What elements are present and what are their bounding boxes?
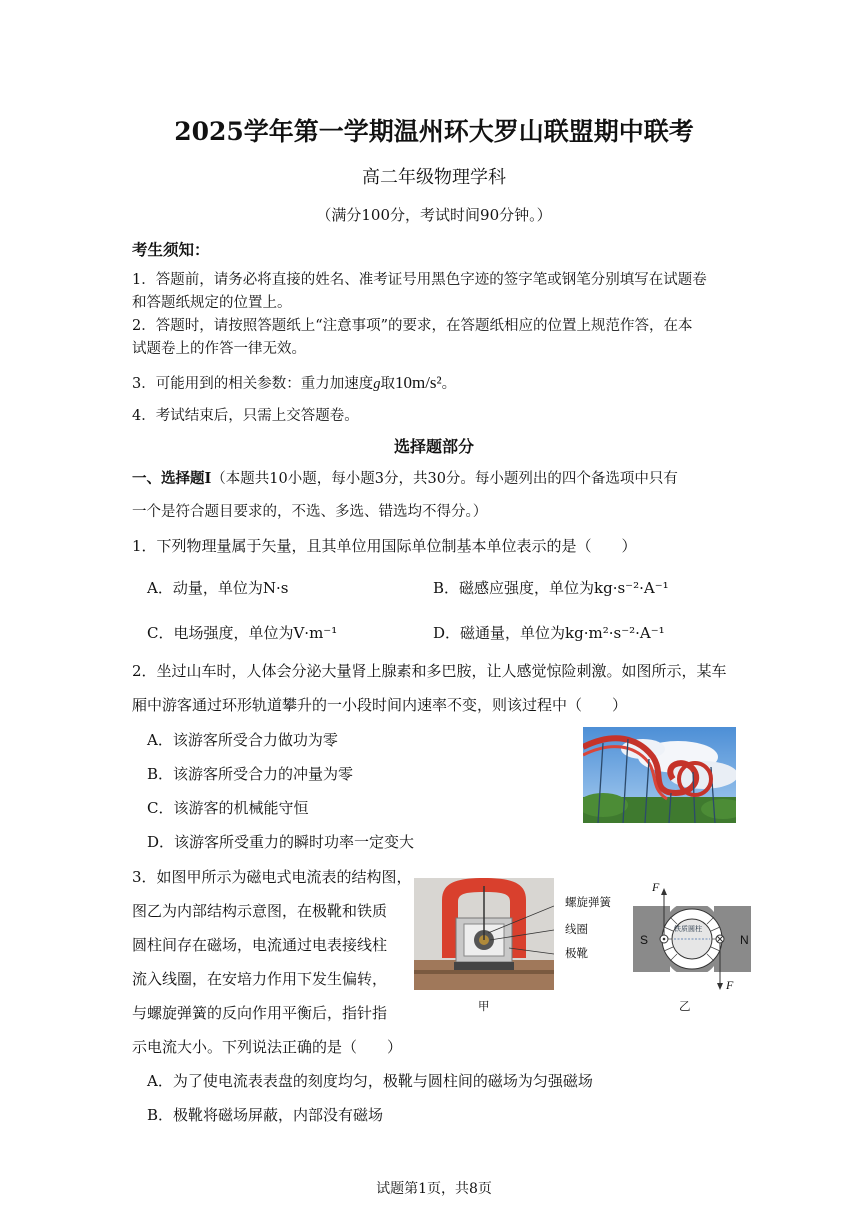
q3-stem-1: 3．如图甲所示为磁电式电流表的结构图，: [132, 868, 412, 886]
label-spiral-spring: 螺旋弹簧: [565, 895, 611, 909]
internal-structure-diagram: [630, 882, 754, 994]
q1-option-d: D．磁通量，单位为kg·m²·s⁻²·A⁻¹: [433, 624, 665, 642]
q3-stem-5: 与螺旋弹簧的反向作用平衡后，指针指: [132, 1004, 388, 1022]
g-symbol: g: [373, 376, 381, 392]
q1-stem: 1．下列物理量属于矢量，且其单位用国际单位制基本单位表示的是（ ）: [132, 537, 637, 555]
q3-option-a: A．为了使电流表表盘的刻度均匀，极靴与圆柱间的磁场为匀强磁场: [147, 1072, 593, 1090]
label-pole-shoe: 极靴: [565, 946, 588, 960]
exam-note: （满分100分，考试时间90分钟。）: [316, 206, 552, 224]
force-label-top: F: [652, 880, 660, 894]
instruction-line-5: 3．可能用到的相关参数：重力加速度g取10m/s²。: [132, 373, 457, 392]
part-description-cont: 一个是符合题目要求的，不选、多选、错选均不得分。）: [132, 504, 488, 520]
q2-stem-2: 厢中游客通过环形轨道攀升的一小段时间内速率不变，则该过程中（ ）: [132, 696, 628, 714]
q2-option-d: D．该游客所受重力的瞬时功率一定变大: [147, 833, 415, 851]
q2-option-c: C．该游客的机械能守恒: [147, 799, 309, 817]
figure-yi-caption: 乙: [679, 999, 691, 1013]
q2-option-b: B．该游客所受合力的冲量为零: [147, 765, 354, 783]
roller-coaster-image: [583, 727, 736, 823]
exam-subtitle: 高二年级物理学科: [362, 167, 506, 188]
instruction-line-3: 2．答题时，请按照答题纸上“注意事项”的要求，在答题纸相应的位置上规范作答，在本: [132, 318, 693, 334]
q3-stem-4: 流入线圈，在安培力作用下发生偏转，: [132, 970, 388, 988]
iron-core-label: 铁质圆柱: [674, 925, 702, 933]
q2-stem-1: 2．坐过山车时，人体会分泌大量肾上腺素和多巴胺，让人感觉惊险刺激。如图所示，某车: [132, 662, 727, 680]
q3-stem-6: 示电流大小。下列说法正确的是（ ）: [132, 1038, 403, 1056]
pole-s-label: S: [640, 933, 649, 947]
figure-jia-caption: 甲: [478, 999, 490, 1013]
q1-option-a: A．动量，单位为N·s: [147, 579, 289, 597]
section-title: 选择题部分: [393, 437, 474, 456]
force-label-bottom: F: [726, 978, 734, 992]
instruction-line-1: 1．答题前，请务必将直接的姓名、准考证号用黑色字迹的签字笔或钢笔分别填写在试题卷: [132, 272, 707, 288]
instruction-line-6: 4．考试结束后，只需上交答题卷。: [132, 408, 359, 424]
instructions-heading: 考生须知：: [132, 240, 210, 259]
part-description: 一、选择题Ⅰ（本题共10小题，每小题3分，共30分。每小题列出的四个备选项中只有: [132, 470, 678, 487]
pole-n-label: N: [740, 933, 749, 947]
label-coil: 线圈: [565, 922, 588, 936]
q3-stem-2: 图乙为内部结构示意图，在极靴和铁质: [132, 902, 388, 920]
instruction-line-4: 试题卷上的作答一律无效。: [132, 341, 306, 357]
page-footer: 试题第1页，共8页: [376, 1181, 492, 1197]
q1-option-c: C．电场强度，单位为V·m⁻¹: [147, 624, 338, 642]
q1-option-b: B．磁感应强度，单位为kg·s⁻²·A⁻¹: [433, 579, 669, 597]
q3-stem-3: 圆柱间存在磁场，电流通过电表接线柱: [132, 936, 388, 954]
q2-option-a: A．该游客所受合力做功为零: [147, 731, 338, 749]
galvanometer-photo: [414, 878, 554, 990]
q3-option-b: B．极靴将磁场屏蔽，内部没有磁场: [147, 1106, 384, 1124]
instruction-line-2: 和答题纸规定的位置上。: [132, 295, 292, 311]
exam-title: 2025学年第一学期温州环大罗山联盟期中联考: [174, 117, 694, 146]
